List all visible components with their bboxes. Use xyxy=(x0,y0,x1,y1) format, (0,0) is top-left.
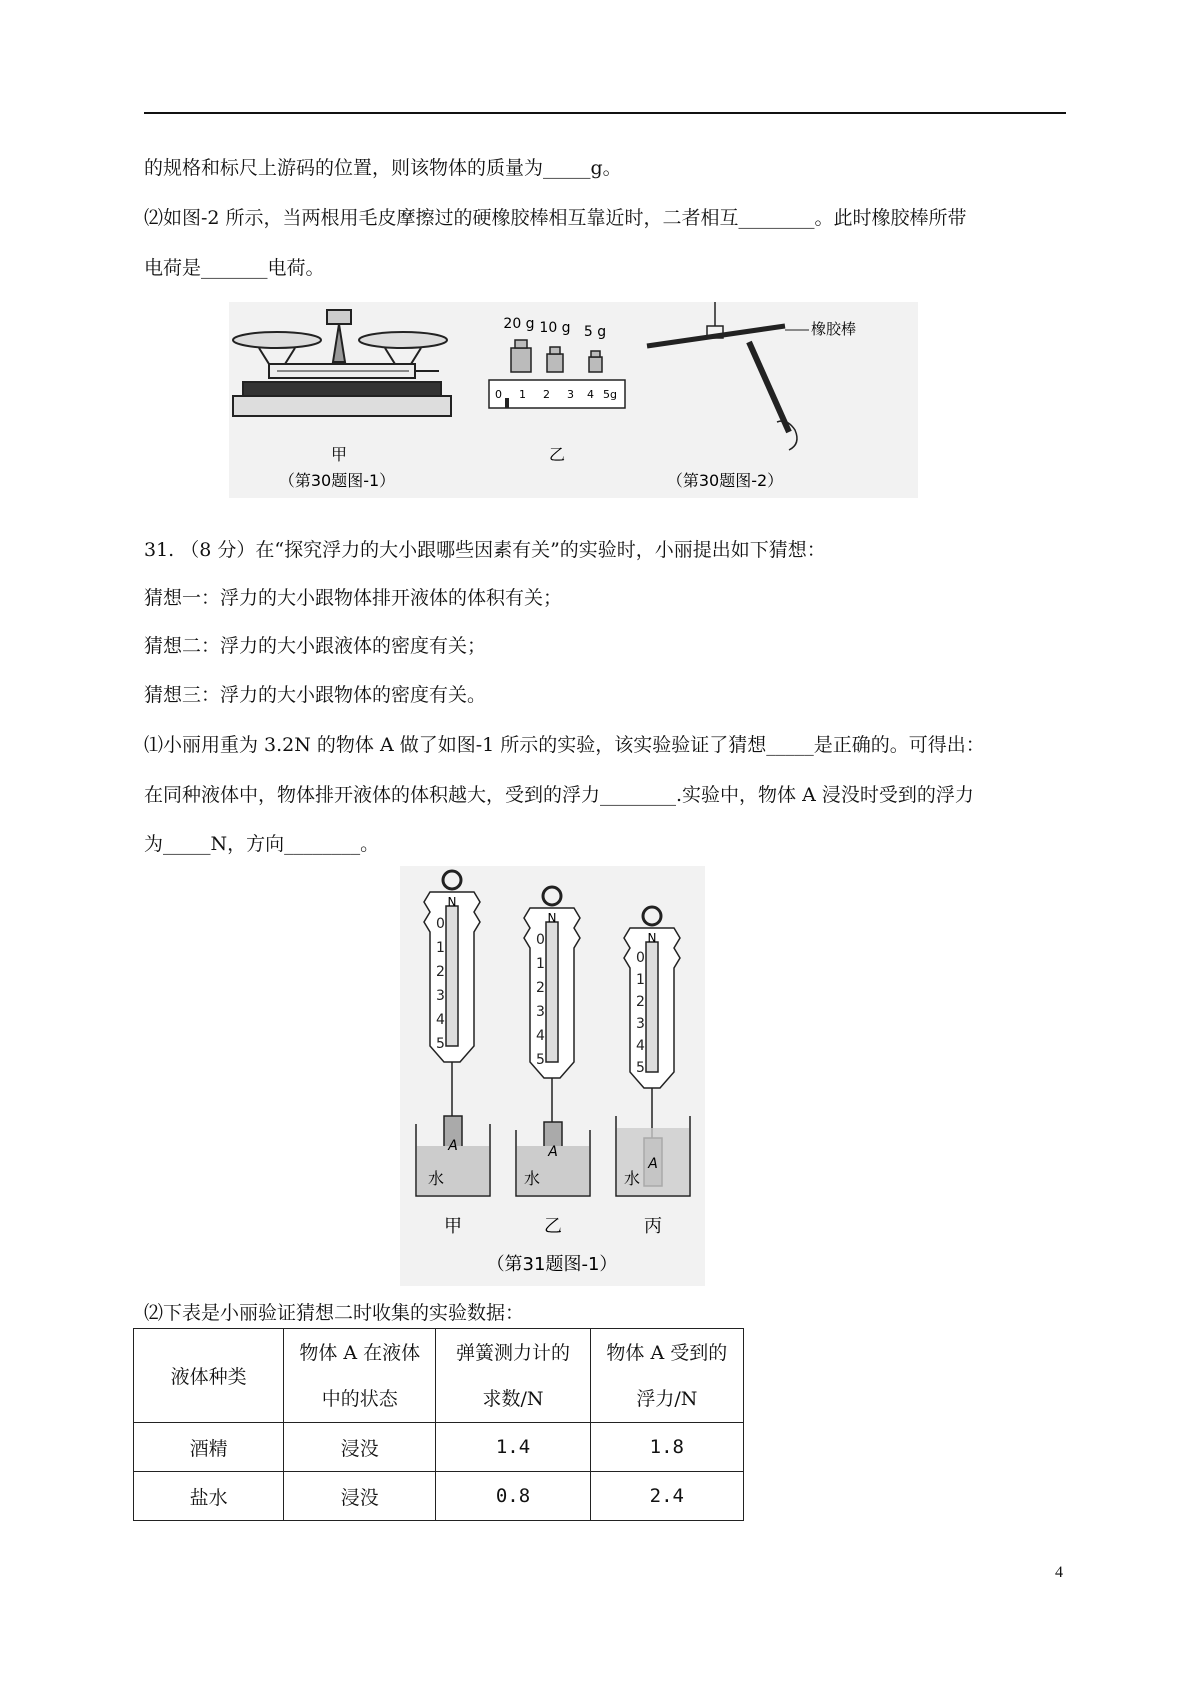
block-a-yi: A xyxy=(548,1144,558,1160)
guess-2: 猜想二：浮力的大小跟液体的密度有关； xyxy=(144,635,487,657)
svg-text:0: 0 xyxy=(636,950,645,966)
svg-text:3: 3 xyxy=(636,1016,645,1032)
table-cell: 盐水 xyxy=(134,1472,284,1521)
svg-text:3: 3 xyxy=(536,1004,545,1020)
table-cell: 1.4 xyxy=(436,1423,590,1472)
ruler-tick-2: 2 xyxy=(543,388,550,401)
experiment-data-table xyxy=(133,1328,744,1521)
svg-text:0: 0 xyxy=(536,932,545,948)
ruler-tick-0: 0 xyxy=(495,388,502,401)
table-header-cell: 物体 A 在液体 中的状态 xyxy=(284,1329,436,1423)
header-rule xyxy=(144,112,1066,114)
spring-scale-bing-icon xyxy=(616,907,690,1196)
ruler-tick-4: 4 xyxy=(587,388,594,401)
text-line-mass: 的规格和标尺上游码的位置，则该物体的质量为_____g。 xyxy=(144,157,622,179)
table-header-cell: 弹簧测力计的 求数/N xyxy=(436,1329,590,1423)
table-cell: 浸没 xyxy=(284,1472,436,1521)
ruler-tick-1: 1 xyxy=(519,388,526,401)
ruler-tick-5g: 5g xyxy=(603,388,617,401)
text-line-charge: 电荷是_______电荷。 xyxy=(144,257,325,279)
scale-unit-yi: N xyxy=(547,911,557,925)
svg-text:4: 4 xyxy=(636,1038,645,1054)
weight-label-5g: 5 g xyxy=(583,324,607,340)
svg-text:2: 2 xyxy=(436,964,445,980)
part-2-text: ⑵下表是小丽验证猜想二时收集的实验数据： xyxy=(144,1302,525,1324)
ruler-tick-3: 3 xyxy=(567,388,574,401)
svg-text:4: 4 xyxy=(436,1012,445,1028)
svg-text:1: 1 xyxy=(636,972,645,988)
weight-label-10g: 10 g xyxy=(539,320,571,336)
fig30-caption-2: （第30题图-2） xyxy=(666,471,784,490)
guess-3: 猜想三：浮力的大小跟物体的密度有关。 xyxy=(144,684,487,706)
fig30-label-yi: 乙 xyxy=(548,445,566,464)
weights-icon xyxy=(511,340,602,372)
water-label-yi: 水 xyxy=(524,1169,541,1188)
part-1-line-b: 在同种液体中，物体排开液体的体积越大，受到的浮力________.实验中，物体 A 浸没时受到的浮力 xyxy=(144,784,974,806)
table-cell: 酒精 xyxy=(134,1423,284,1472)
figure-31 xyxy=(400,866,705,1286)
scale-unit-bing: N xyxy=(647,931,657,945)
svg-text:3: 3 xyxy=(436,988,445,1004)
question-31-title: 31. （8 分）在“探究浮力的大小跟哪些因素有关”的实验时，小丽提出如下猜想： xyxy=(144,539,826,561)
svg-text:5: 5 xyxy=(436,1036,445,1052)
scale-unit-jia: N xyxy=(447,895,457,909)
part-1-line-a: ⑴小丽用重为 3.2N 的物体 A 做了如图-1 所示的实验，该实验验证了猜想_____是正确的。可得出： xyxy=(144,734,985,756)
block-a-bing: A xyxy=(648,1156,658,1172)
guess-1: 猜想一：浮力的大小跟物体排开液体的体积有关； xyxy=(144,587,563,609)
figure-31-drawing xyxy=(400,866,705,1286)
table-cell: 2.4 xyxy=(590,1472,743,1521)
table-row xyxy=(134,1472,744,1521)
table-cell: 浸没 xyxy=(284,1423,436,1472)
table-header-row xyxy=(134,1329,744,1423)
page-number: 4 xyxy=(1055,1564,1063,1581)
balance-icon xyxy=(233,310,451,416)
rod-label: 橡胶棒 xyxy=(811,320,857,338)
svg-text:4: 4 xyxy=(536,1028,545,1044)
svg-text:0: 0 xyxy=(436,916,445,932)
fig30-label-jia: 甲 xyxy=(330,445,348,464)
svg-text:5: 5 xyxy=(536,1052,545,1068)
fig31-label-jia: 甲 xyxy=(444,1216,462,1237)
water-label-bing: 水 xyxy=(624,1169,641,1188)
table-cell: 0.8 xyxy=(436,1472,590,1521)
table-header-cell: 物体 A 受到的 浮力/N xyxy=(590,1329,743,1423)
weight-label-20g: 20 g xyxy=(503,316,535,332)
text-line-rods: ⑵如图-2 所示，当两根用毛皮摩擦过的硬橡胶棒相互靠近时，二者相互________。此时橡胶棒所带 xyxy=(144,207,967,229)
table-row xyxy=(134,1423,744,1472)
fig31-label-bing: 丙 xyxy=(644,1216,662,1237)
svg-text:5: 5 xyxy=(636,1060,645,1076)
svg-text:2: 2 xyxy=(536,980,545,996)
svg-text:2: 2 xyxy=(636,994,645,1010)
fig30-caption-1: （第30题图-1） xyxy=(278,471,396,490)
table-cell: 1.8 xyxy=(590,1423,743,1472)
svg-text:1: 1 xyxy=(436,940,445,956)
figure-30 xyxy=(229,302,918,498)
svg-text:1: 1 xyxy=(536,956,545,972)
part-1-line-c: 为_____N，方向________。 xyxy=(144,833,380,855)
rubber-rod-icon xyxy=(647,302,797,450)
fig31-caption: （第31题图-1） xyxy=(486,1254,618,1275)
fig31-label-yi: 乙 xyxy=(544,1216,562,1237)
block-a-jia: A xyxy=(448,1138,458,1154)
figure-30-drawing xyxy=(229,302,918,498)
water-label-jia: 水 xyxy=(428,1169,445,1188)
table-header-cell: 液体种类 xyxy=(134,1329,284,1423)
